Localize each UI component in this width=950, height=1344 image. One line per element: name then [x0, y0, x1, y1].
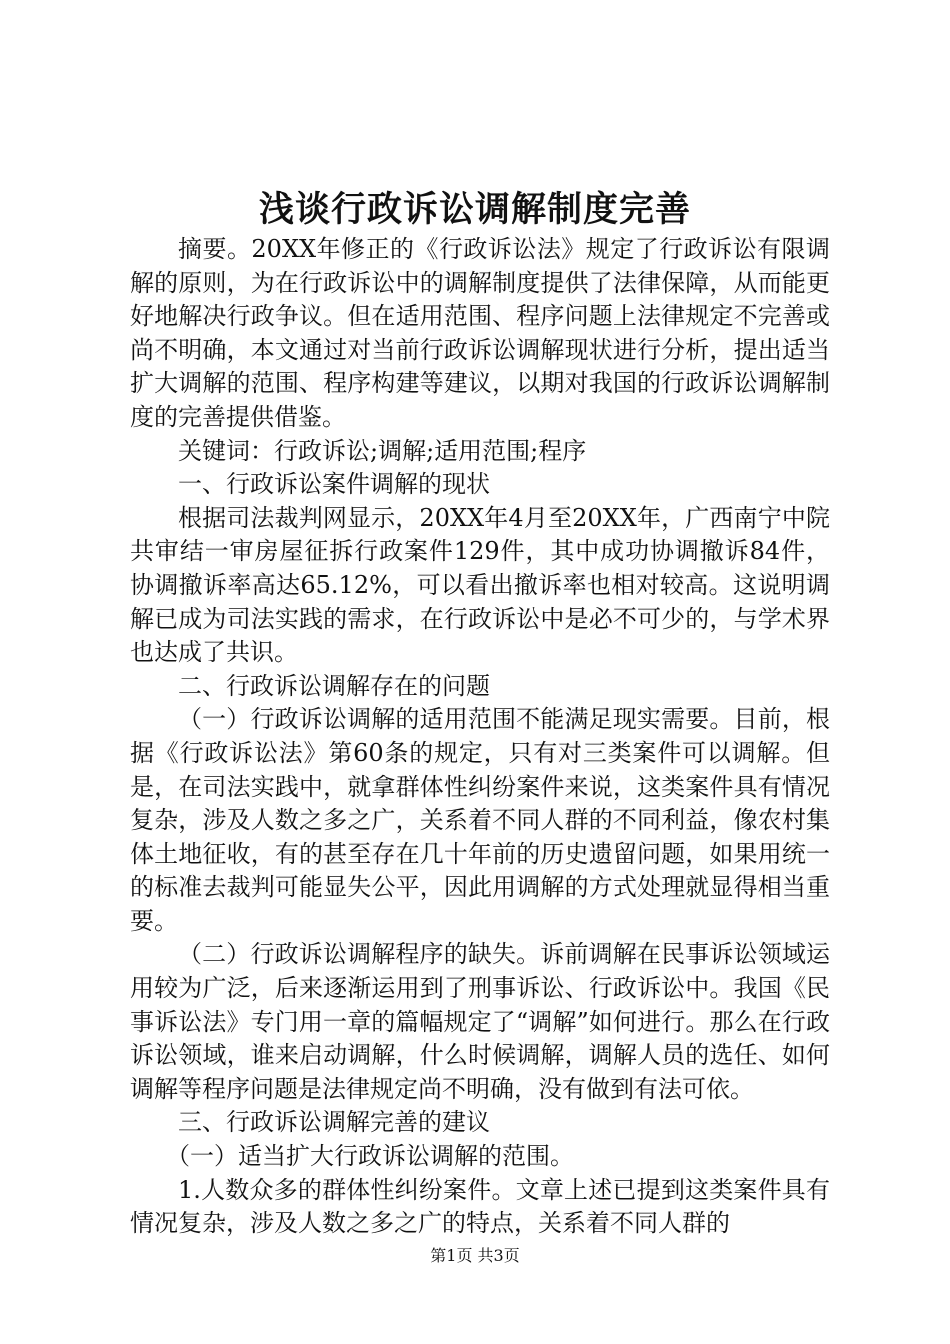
- document-body: [130, 233, 830, 1241]
- subsection-heading: （一）适当扩大行政诉讼调解的范围。: [166, 1142, 574, 1171]
- document-title: 浅谈行政诉讼调解制度完善: [258, 189, 691, 230]
- section-heading-2: 二、行政诉讼调解存在的问题: [178, 671, 490, 700]
- body-paragraph: 1.人数众多的群体性纠纷案件。文章上述已提到这类案件具有情况复杂，涉及人数之多之广的特点，关系着不同人群的: [130, 1175, 830, 1238]
- abstract-paragraph: 摘要。20XX年修正的《行政诉讼法》规定了行政诉讼有限调解的原则，为在行政诉讼中的调解制度提供了法律保障，从而能更好地解决行政争议。但在适用范围、程序问题上法律规定不完善或尚不明确，本文通过对当前行政诉讼调解现状进行分析，提出适当扩大调解的范围、程序构建等建议，以期对我国的行政诉讼调解制度的完善提供借鉴。: [130, 235, 830, 431]
- keywords-paragraph: 关键词：行政诉讼;调解;适用范围;程序: [178, 436, 587, 465]
- section-heading-1: 一、行政诉讼案件调解的现状: [178, 470, 490, 499]
- section-heading-3: 三、行政诉讼调解完善的建议: [178, 1108, 490, 1137]
- page-footer: 第1页 共3页: [430, 1246, 520, 1265]
- body-paragraph: （一）行政诉讼调解的适用范围不能满足现实需要。目前，根据《行政诉讼法》第60条的规定，只有对三类案件可以调解。但是，在司法实践中，就拿群体性纠纷案件来说，这类案件具有情况复杂，涉及人数之多之广，关系着不同人群的不同利益，像农村集体土地征收，有的甚至存在几十年前的历史遗留问题，如果用统一的标准去裁判可能显失公平，因此用调解的方式处理就显得相当重要。: [130, 705, 830, 935]
- body-paragraph: （二）行政诉讼调解程序的缺失。诉前调解在民事诉讼领域运用较为广泛，后来逐渐运用到了刑事诉讼、行政诉讼中。我国《民事诉讼法》专门用一章的篇幅规定了“调解”如何进行。那么在行政诉讼领域，谁来启动调解，什么时候调解，调解人员的选任、如何调解等程序问题是法律规定尚不明确，没有做到有法可依。: [130, 940, 830, 1103]
- body-paragraph: 根据司法裁判网显示，20XX年4月至20XX年，广西南宁中院共审结一审房屋征拆行政案件129件，其中成功协调撤诉84件，协调撤诉率高达65.12%，可以看出撤诉率也相对较高。这说明调解已成为司法实践的需求，在行政诉讼中是必不可少的，与学术界也达成了共识。: [130, 503, 830, 667]
